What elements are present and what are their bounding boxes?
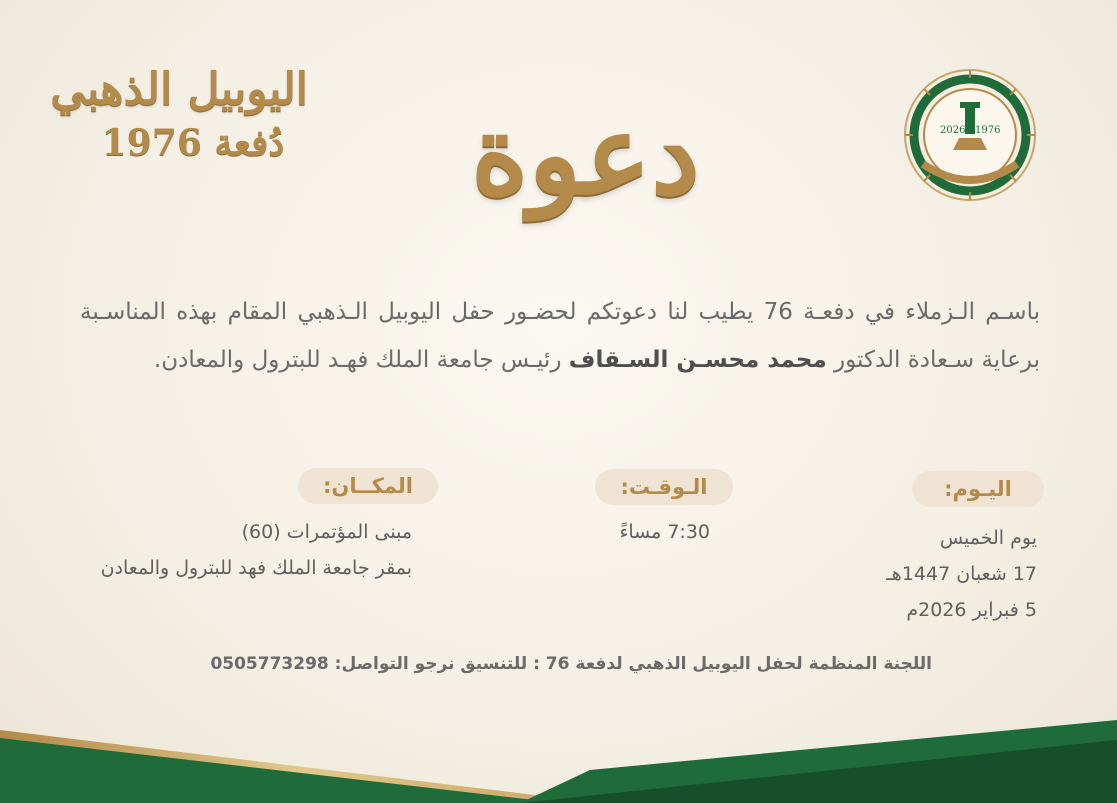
time-label-pill: الـوقـت: xyxy=(595,469,733,505)
body-part1: باسـم الـزملاء في دفعـة 76 يطيب لنا دعوتكم لحضـور حفل اليوبيل الـذهبي المقام بهذه المناسـبة برعاية سـعادة الدكتور xyxy=(80,299,1040,373)
invitation-body xyxy=(80,288,1040,384)
golden-jubilee-logo xyxy=(50,62,308,192)
jubilee-logo-line2: دُفعة 1976 xyxy=(101,122,285,164)
contact-line: اللجنة المنظمة لحفل اليوبيل الذهبي لدفعة 76 : للتنسيق نرجو التواصل: 0505773298 xyxy=(210,654,932,674)
place-building: مبنى المؤتمرات (60) xyxy=(241,521,412,543)
place-details xyxy=(101,514,412,586)
day-details xyxy=(886,520,1037,628)
footer-ribbon xyxy=(0,700,1117,803)
place-location: بمقر جامعة الملك فهد للبترول والمعادن xyxy=(100,557,412,579)
patron-name: محمد محسـن السـقاف xyxy=(568,347,827,373)
seal-year-right: 1976 xyxy=(975,125,1001,136)
time-details xyxy=(600,514,710,550)
day-weekday: يوم الخميس xyxy=(939,527,1037,549)
day-label-pill: اليـوم: xyxy=(912,471,1044,507)
day-hijri-date: 17 شعبان 1447هـ xyxy=(886,563,1037,585)
jubilee-logo-line1: اليوبيل الذهبي xyxy=(50,64,308,115)
place-label-pill: المكــان: xyxy=(298,468,438,504)
body-part2: رئيـس جامعة الملك فهـد للبترول والمعادن. xyxy=(153,347,569,373)
university-seal-icon xyxy=(903,68,1037,202)
seal-year-left: 2026 xyxy=(940,125,966,136)
invitation-title: دعوة xyxy=(470,90,700,219)
time-value: 7:30 مساءً xyxy=(619,521,710,543)
footer-green-left xyxy=(0,738,560,803)
day-gregorian-date: 5 فبراير 2026م xyxy=(906,599,1037,621)
